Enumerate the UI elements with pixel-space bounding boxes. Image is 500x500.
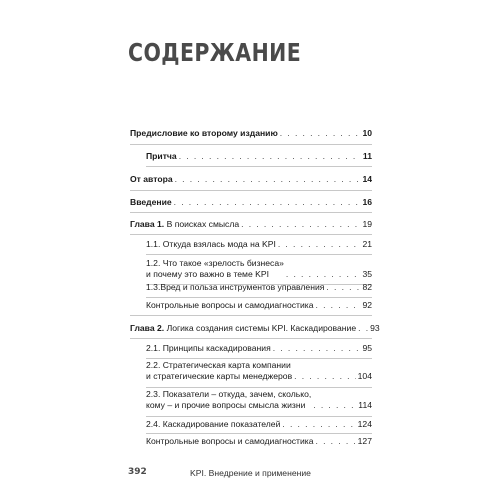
dot-leader [278,239,361,250]
toc-entry-parable[interactable] [146,151,372,162]
divider [130,190,372,191]
toc-page-number: 93 [370,323,380,333]
divider [130,212,372,213]
toc-page-number: 95 [362,343,372,353]
chapter-label: Глава 1. [130,219,165,229]
chapter-label: Глава 2. [130,323,165,333]
divider [146,166,372,167]
toc-page-number: 104 [357,371,372,381]
footer-book-title: KPI. Внедрение и применение [190,468,311,478]
toc-line-1: 1.2. Что такое «зрелость бизнеса» [146,258,284,268]
dot-leader [175,174,361,185]
dot-leader [326,282,360,293]
toc-entry-from-author[interactable] [130,174,372,185]
toc-page-number: 92 [362,300,372,310]
divider [146,387,372,388]
toc-entry-1-1[interactable] [146,239,372,250]
toc-entry-text [146,389,311,411]
divider [130,234,372,235]
toc-page-number: 114 [358,400,372,410]
toc-page-number: 19 [362,219,372,229]
dot-leader [316,436,356,447]
toc-line-1: 2.2. Стратегическая карта компании [146,360,291,370]
toc-entry-2-2[interactable] [146,360,372,382]
chapter-title: В поисках смысла [166,219,240,229]
toc-entry-text: От автора [130,174,173,184]
toc-entry-chapter-2[interactable] [130,323,380,334]
toc-entry-2-3[interactable] [146,389,372,411]
toc-entry-preface[interactable] [130,128,372,139]
dot-leader [316,300,361,311]
toc-entry-text [146,360,292,382]
toc-page-number: 82 [362,282,372,292]
toc-page-number: 35 [362,269,372,279]
toc-entry-text [146,258,284,280]
toc-entry-introduction[interactable] [130,197,372,208]
toc-line-2: кому – и прочие вопросы смысла жизни [146,400,306,410]
toc-entry-1-3[interactable] [146,282,372,293]
toc-page-number: 127 [357,436,372,446]
divider [130,315,372,316]
divider [130,144,372,145]
toc-entry-text: Притча [146,151,177,161]
toc-page-number: 124 [357,419,372,429]
divider [146,254,372,255]
toc-entry-text: Контрольные вопросы и самодиагностика [146,436,314,446]
toc-line-1: 2.3. Показатели – откуда, зачем, сколько, [146,389,312,399]
dot-leader [179,151,361,162]
dot-leader [294,371,356,382]
divider [146,416,372,417]
chapter-title: Логика создания системы KPI. Каскадирование [166,323,357,333]
divider [146,297,372,298]
dot-leader [174,197,361,208]
toc-entry-text: 2.1. Принципы каскадирования [146,343,271,353]
divider [146,433,372,434]
toc-page-number: 10 [362,128,372,138]
toc-entry-text [130,323,356,334]
toc-page-number: 21 [362,239,372,249]
page-title: СОДЕРЖАНИЕ [128,38,302,67]
toc-entry-2-1[interactable] [146,343,372,354]
dot-leader [273,343,361,354]
toc-page-number: 16 [362,197,372,207]
dot-leader [280,128,361,139]
toc-page-number: 11 [362,151,372,161]
toc-page-number: 14 [362,174,372,184]
dot-leader [241,219,360,230]
toc-entry-2-4[interactable] [146,419,372,430]
toc-line-2: и почему это важно в теме KPI [146,269,269,279]
dot-leader [313,400,356,411]
divider [130,338,372,339]
dot-leader [358,323,368,334]
divider [146,358,372,359]
toc-entry-text [130,219,239,230]
toc-entry-text: 1.3.Вред и польза инструментов управления [146,282,325,292]
toc-line-2: и стратегические карты менеджеров [146,371,293,381]
toc-entry-chapter-1[interactable] [130,219,372,230]
footer-page-number: 392 [128,467,147,477]
toc-entry-1-questions[interactable] [146,300,372,311]
dot-leader [282,419,355,430]
toc-entry-text: 2.4. Каскадирование показателей [146,419,281,429]
toc-entry-text: Предисловие ко второму изданию [130,128,278,138]
toc-entry-2-questions[interactable] [146,436,372,447]
toc-entry-text: Введение [130,197,172,207]
toc-entry-text: 1.1. Откуда взялась мода на KPI [146,239,276,249]
dot-leader [286,269,361,280]
toc-entry-text: Контрольные вопросы и самодиагностика [146,300,314,310]
toc-entry-1-2[interactable] [146,258,372,280]
